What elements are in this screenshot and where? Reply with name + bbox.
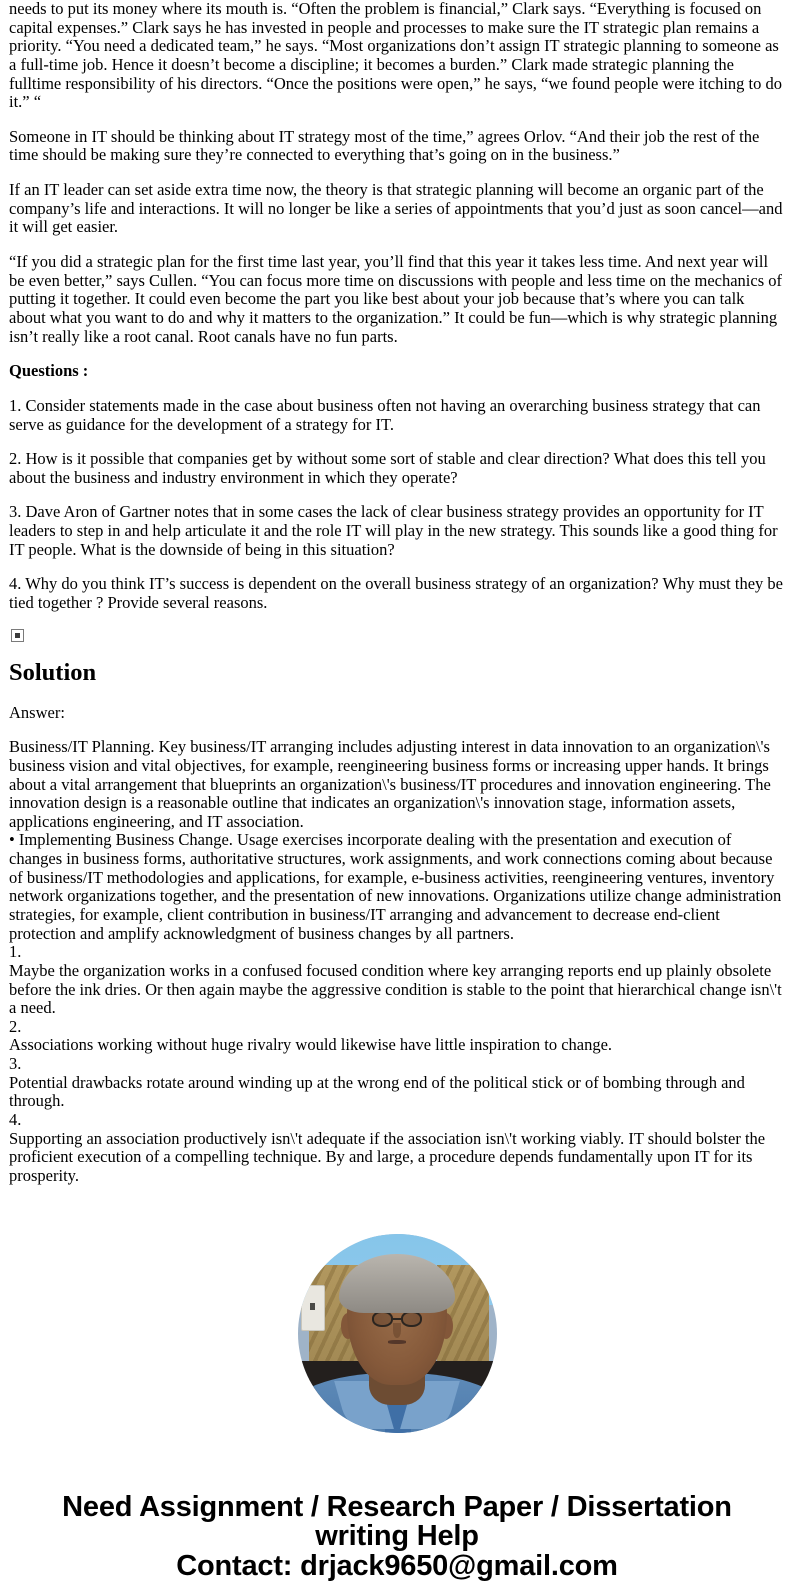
question-item: 1. Consider statements made in the case about business often not having an overarching business strategy that can serve as guidance for the development of a strategy for IT. (9, 395, 761, 434)
body-paragraph: “If you did a strategic plan for the first time last year, you’ll find that this year it takes less time. And next year will be even better,” says Cullen. “You can focus more time on discussions with people and less time on the mechanics of putting it together. It could even become the part you like best about your job because that’s where you can talk about what you want to do and why it matters to the organization.” It could be fun—which is why strategic planning isn’t really like a root canal. Root canals have no fun parts. (9, 252, 782, 346)
answer-number: 2. (9, 1016, 22, 1036)
promo-line-2: writing Help (315, 1520, 479, 1553)
solution-paragraph: Business/IT Planning. Key business/IT arranging includes adjusting interest in data innovation to an organization\'s business vision and vital objectives, for example, reengineering business forms or increasing upper hands. It brings about a vital arrangement that blueprints an organization\'s business/IT procedures and innovation engineering. The innovation design is a reasonable outline that indicates an organization\'s innovation stage, information assets, applications engineering, and IT association. (9, 737, 771, 831)
question-item: 4. Why do you think IT’s success is dependent on the overall business strategy of an organization? Why must they be tied together ? Provide several reasons. (9, 574, 783, 613)
avatar-glasses-bridge (393, 1318, 401, 1320)
promo-line-3: Contact: drjack9650@gmail.com (176, 1550, 618, 1583)
answer-number: 1. (9, 942, 22, 962)
promo-banner (9, 1490, 785, 1592)
answer-text: Maybe the organization works in a confused focused condition where key arranging reports end up plainly obsolete before the ink dries. Or then again maybe the aggressive condition is stable to the point that hierarchical change isn\'t a need. (9, 960, 782, 1018)
promo-line-1: Need Assignment / Research Paper / Dissertation (62, 1490, 732, 1523)
answer-number: 3. (9, 1054, 22, 1074)
body-paragraph: If an IT leader can set aside extra time now, the theory is that strategic planning will become an organic part of the company’s life and interactions. It will no longer be like a series of appointments that you’d just as soon cancel—and it will get easier. (9, 180, 783, 237)
body-paragraph: Someone in IT should be thinking about IT strategy most of the time,” agrees Orlov. “And their job the rest of the time should be making sure they’re connected to everything that’s going on in the business.” (9, 126, 760, 165)
avatar-lens-left (372, 1311, 393, 1327)
avatar-mouth (388, 1340, 406, 1343)
answer-text: Potential drawbacks rotate around winding up at the wrong end of the political stick or of bombing through and through. (9, 1072, 745, 1111)
avatar-lens-right (401, 1311, 422, 1327)
solution-heading: Solution (9, 658, 97, 686)
solution-paragraph: • Implementing Business Change. Usage exercises incorporate dealing with the presentation and execution of changes in business forms, authoritative structures, work assignments, and work connections coming about because of business/IT methodologies and applications, for example, e-business activities, reengineering ventures, inventory network organizations together, and the presentation of new innovations. Organizations utilize change administration strategies, for example, client contribution in business/IT arranging and advancement to decrease end-client protection and amplify acknowledgment of business changes by all partners. (9, 830, 782, 943)
body-paragraph: needs to put its money where its mouth is. “Often the problem is financial,” Clark says. “Everything is focused on capital expenses.” Clark says he has invested in people and processes to make sure the IT strategic plan remains a priority. “You need a dedicated team,” he says. “Most organizations don’t assign IT strategic planning to someone as a full-time job. Hence it doesn’t become a discipline; it becomes a burden.” Clark made strategic planning the fulltime responsibility of his directors. “Once the positions were open,” he says, “we found people were itching to do it.” “ (9, 0, 783, 112)
avatar-container (9, 1234, 785, 1433)
avatar-nose (393, 1323, 401, 1338)
answer-label: Answer: (9, 702, 65, 722)
avatar-background-switchplate (301, 1285, 325, 1331)
avatar (298, 1234, 497, 1433)
questions-heading: Questions : (9, 361, 89, 381)
question-item: 3. Dave Aron of Gartner notes that in some cases the lack of clear business strategy provides an opportunity for IT leaders to step in and help articulate it and the role IT will play in the new strategy. This sounds like a good thing for IT people. What is the downside of being in this situation? (9, 502, 778, 559)
answer-text: Associations working without huge rivalry would likewise have little inspiration to change. (9, 1035, 613, 1055)
answer-text: Supporting an association productively isn\'t adequate if the association isn\'t working viably. IT should bolster the proficient execution of a compelling technique. By and large, a procedure depends fundamentally upon IT for its prosperity. (9, 1128, 766, 1185)
question-item: 2. How is it possible that companies get by without some sort of stable and clear direction? What does this tell you about the business and industry environment in which they operate? (9, 449, 766, 487)
broken-image-icon (11, 629, 24, 642)
answer-number: 4. (9, 1110, 22, 1130)
